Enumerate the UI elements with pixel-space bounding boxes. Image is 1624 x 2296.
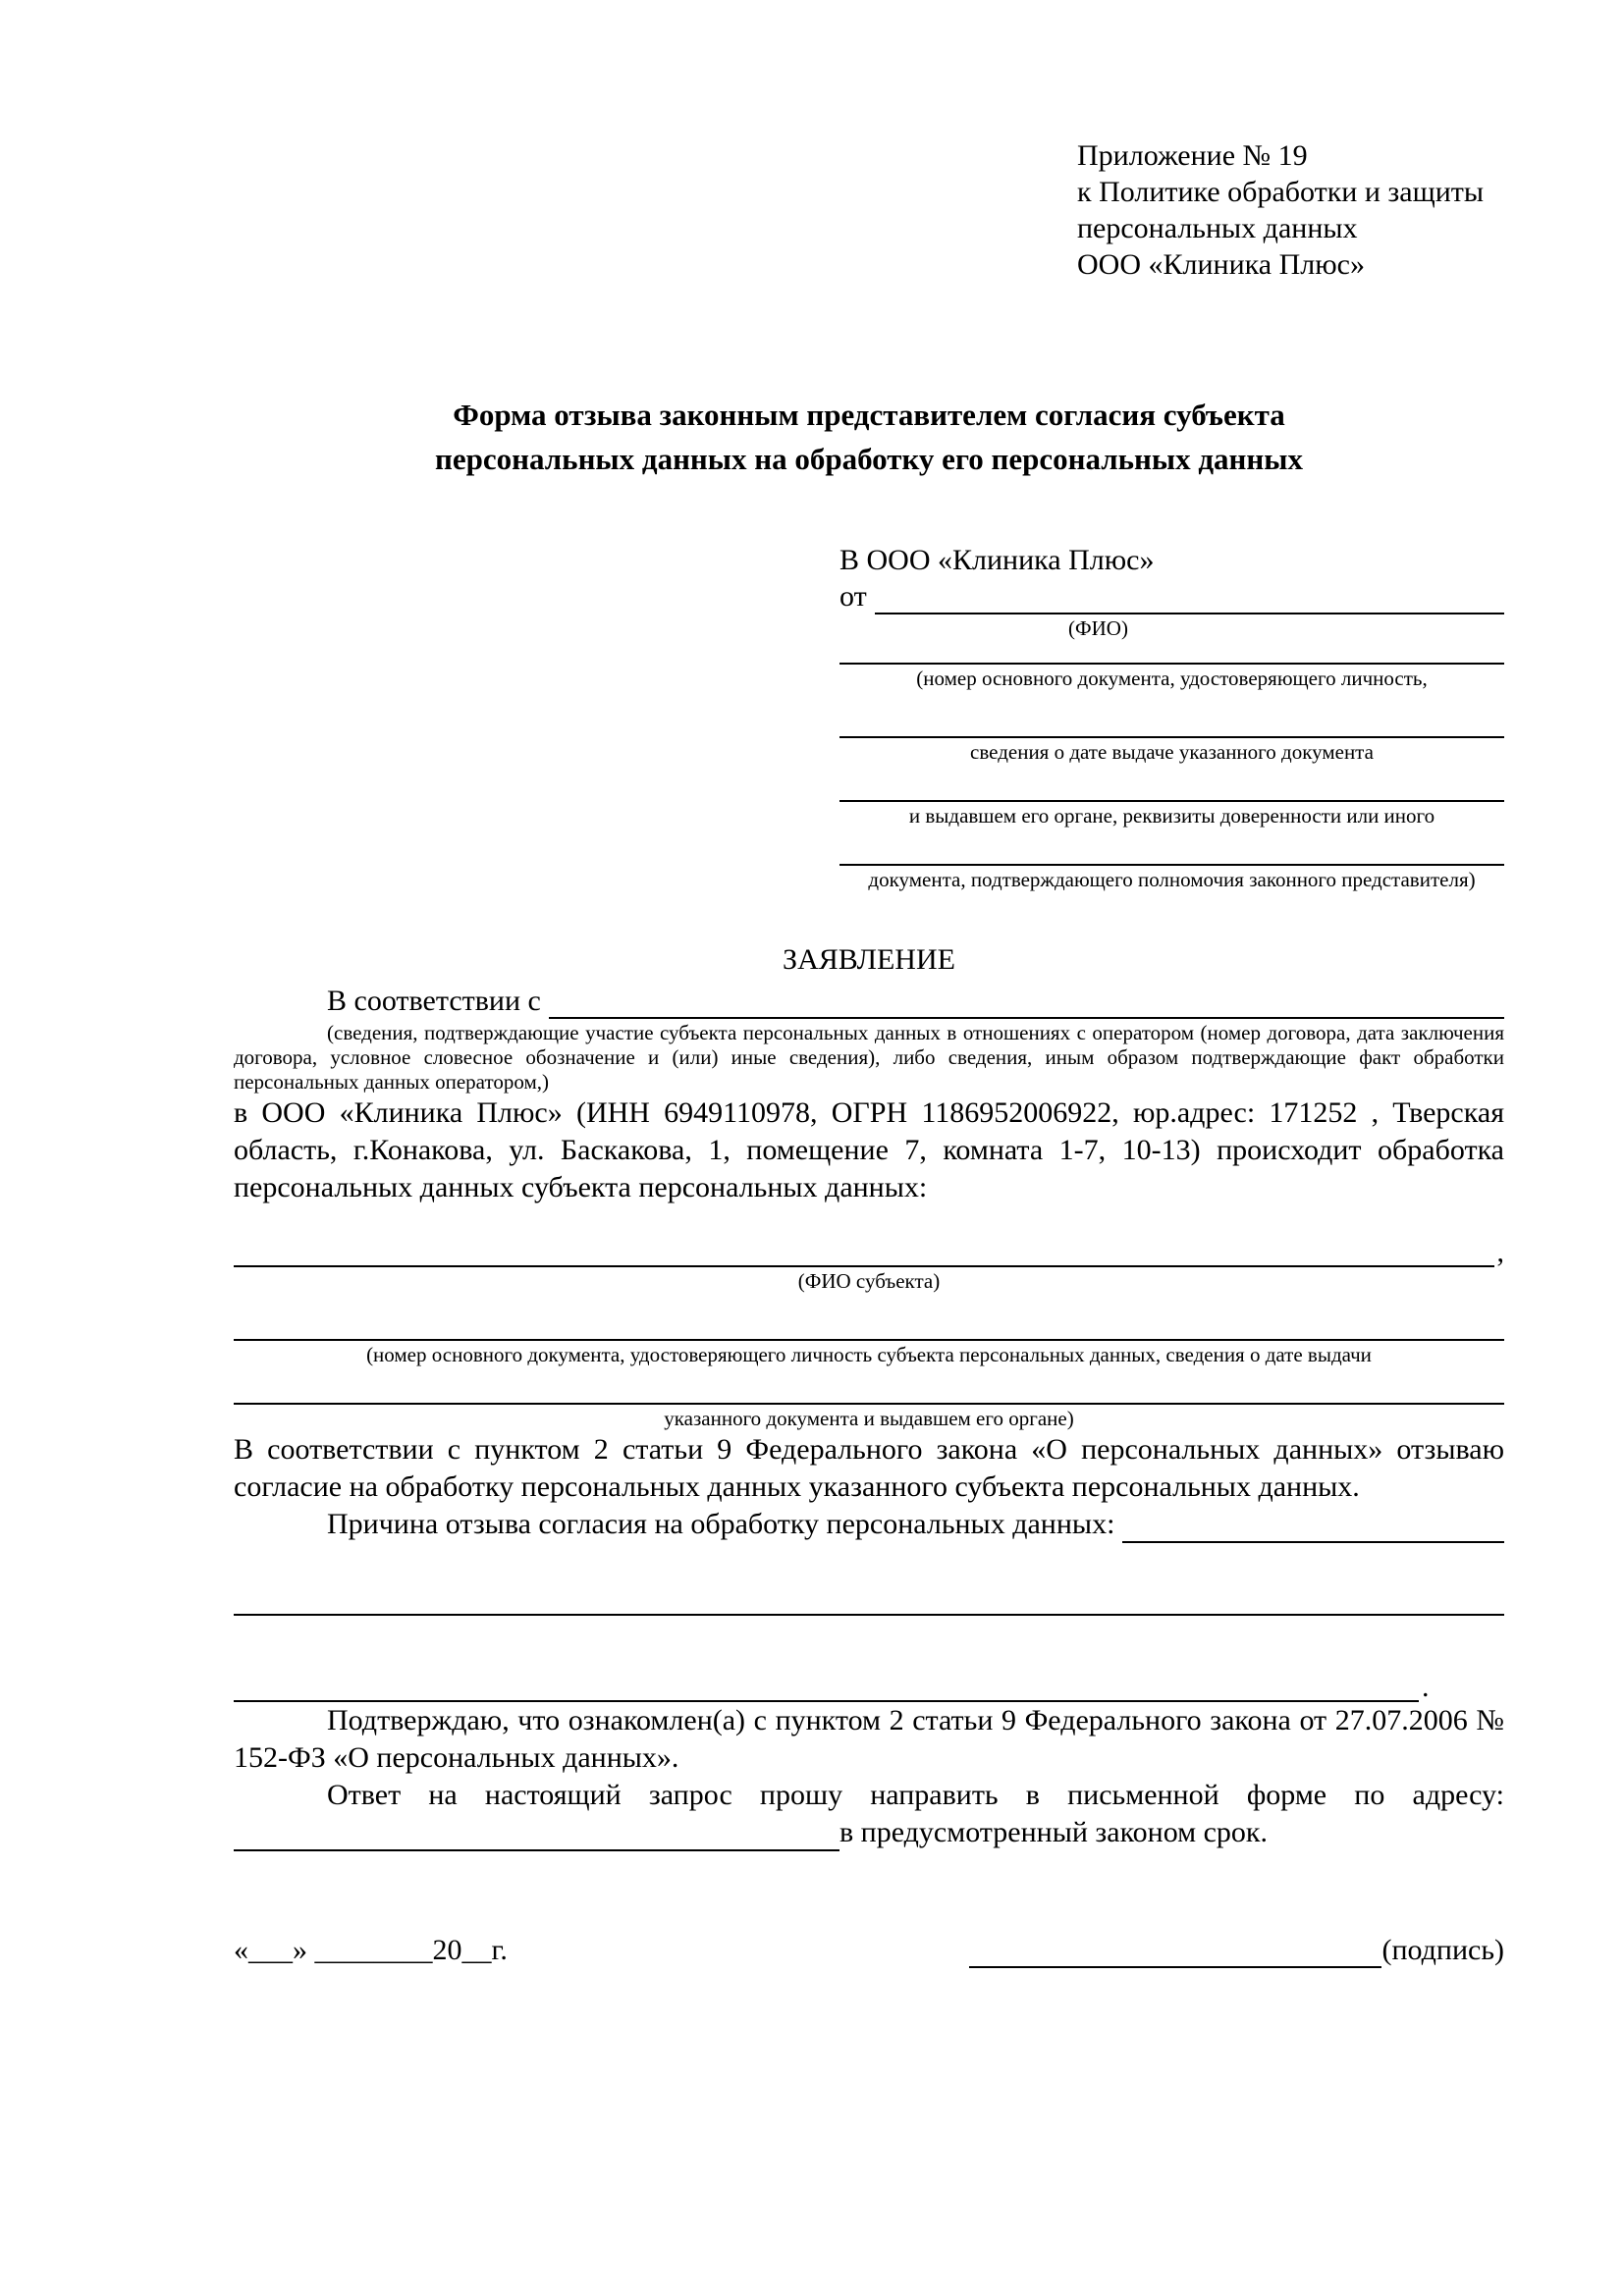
subject-doc-caption-2: указанного документа и выдавшем его органе) (664, 1407, 1074, 1430)
representative-doc-caption-4: документа, подтверждающего полномочия законного представителя) (868, 868, 1476, 891)
subject-fio-comma: , (1496, 1236, 1504, 1268)
representative-doc-caption-2: сведения о дате выдаче указанного документа (970, 740, 1374, 764)
reason-row (234, 1506, 1504, 1543)
signature-caption: (подпись) (1381, 1934, 1504, 1966)
signature-blank-line[interactable] (969, 1937, 1381, 1968)
basis-note: (сведения, подтверждающие участие субъекта персональных данных в отношениях с оператором (номер договора, дата заключения договора, условное словесное обозначение и (или) иные сведения), либо сведения, иным образом подтверждающие факт обработки персональных данных оператором,) (234, 1021, 1504, 1094)
representative-name-blank-line[interactable] (875, 583, 1504, 614)
footer-row (234, 1932, 1504, 1968)
accordance-row (234, 983, 1504, 1019)
reason-blank-line-3[interactable] (234, 1671, 1419, 1702)
addressee-from-label: от (839, 580, 867, 613)
reason-blank-row-3 (234, 1671, 1504, 1702)
accordance-blank-line[interactable] (549, 988, 1504, 1019)
appendix-header (1077, 137, 1504, 283)
reason-blank-line-2[interactable] (234, 1614, 1504, 1616)
representative-doc-caption-1: (номер основного документа, удостоверяющего личность, (916, 667, 1428, 690)
reply-address-blank-line[interactable] (234, 1820, 839, 1851)
reply-paragraph-suffix: в предусмотренный законом срок. (839, 1816, 1268, 1848)
confirm-paragraph: Подтверждаю, что ознакомлен(а) с пунктом 2 статьи 9 Федерального закона от 27.07.2006 № 152-ФЗ «О персональных данных». (234, 1704, 1504, 1774)
document-title-line1: Форма отзыва законным представителем согласия субъекта (453, 398, 1285, 432)
reply-paragraph-line1: Ответ на настоящий запрос прошу направить в письменной форме по адресу: (327, 1779, 1504, 1811)
addressee-to: В ООО «Клиника Плюс» (839, 544, 1155, 576)
appendix-number: Приложение № 19 (1077, 139, 1308, 172)
reply-paragraph-line2 (234, 1814, 1504, 1851)
reason-period: . (1422, 1671, 1430, 1703)
operator-paragraph: в ООО «Клиника Плюс» (ИНН 6949110978, ОГРН 1186952006922, юр.адрес: 171252 , Тверская область, г.Конакова, ул. Баскакова, 1, помещение 7, комната 1-7, 10-13) происходит обработка персональных данных субъекта персональных данных: (234, 1096, 1504, 1203)
document-title (234, 393, 1504, 481)
subject-doc-caption-1: (номер основного документа, удостоверяющего личность субъекта персональных данных, сведения о дате выдачи (366, 1343, 1372, 1366)
reason-label: Причина отзыва согласия на обработку персональных данных: (327, 1508, 1115, 1540)
representative-doc-caption-3: и выдавшем его органе, реквизиты доверенности или иного (908, 804, 1435, 828)
reason-blank-line-1[interactable] (1122, 1512, 1504, 1543)
appendix-company: ООО «Клиника Плюс» (1077, 248, 1365, 281)
withdrawal-paragraph: В соответствии с пунктом 2 статьи 9 Федерального закона «О персональных данных» отзываю согласие на обработку персональных данных указанного субъекта персональных данных. (234, 1433, 1504, 1503)
subject-fio-row (234, 1236, 1504, 1267)
accordance-prefix: В соответствии с (327, 985, 541, 1017)
fio-caption: (ФИО) (1068, 616, 1128, 640)
document-title-line2: персональных данных на обработку его персональных данных (435, 442, 1303, 476)
date-blank[interactable]: «___» ________20__г. (234, 1934, 508, 1966)
addressee-from-row (839, 578, 1504, 614)
appendix-policy-line2: персональных данных (1077, 212, 1358, 244)
signature-block (969, 1932, 1504, 1968)
statement-heading: ЗАЯВЛЕНИЕ (783, 943, 955, 976)
appendix-policy-line: к Политике обработки и защиты (1077, 176, 1485, 208)
subject-fio-blank-line[interactable] (234, 1236, 1494, 1267)
addressee-block (839, 542, 1504, 892)
subject-fio-caption: (ФИО субъекта) (797, 1269, 941, 1293)
